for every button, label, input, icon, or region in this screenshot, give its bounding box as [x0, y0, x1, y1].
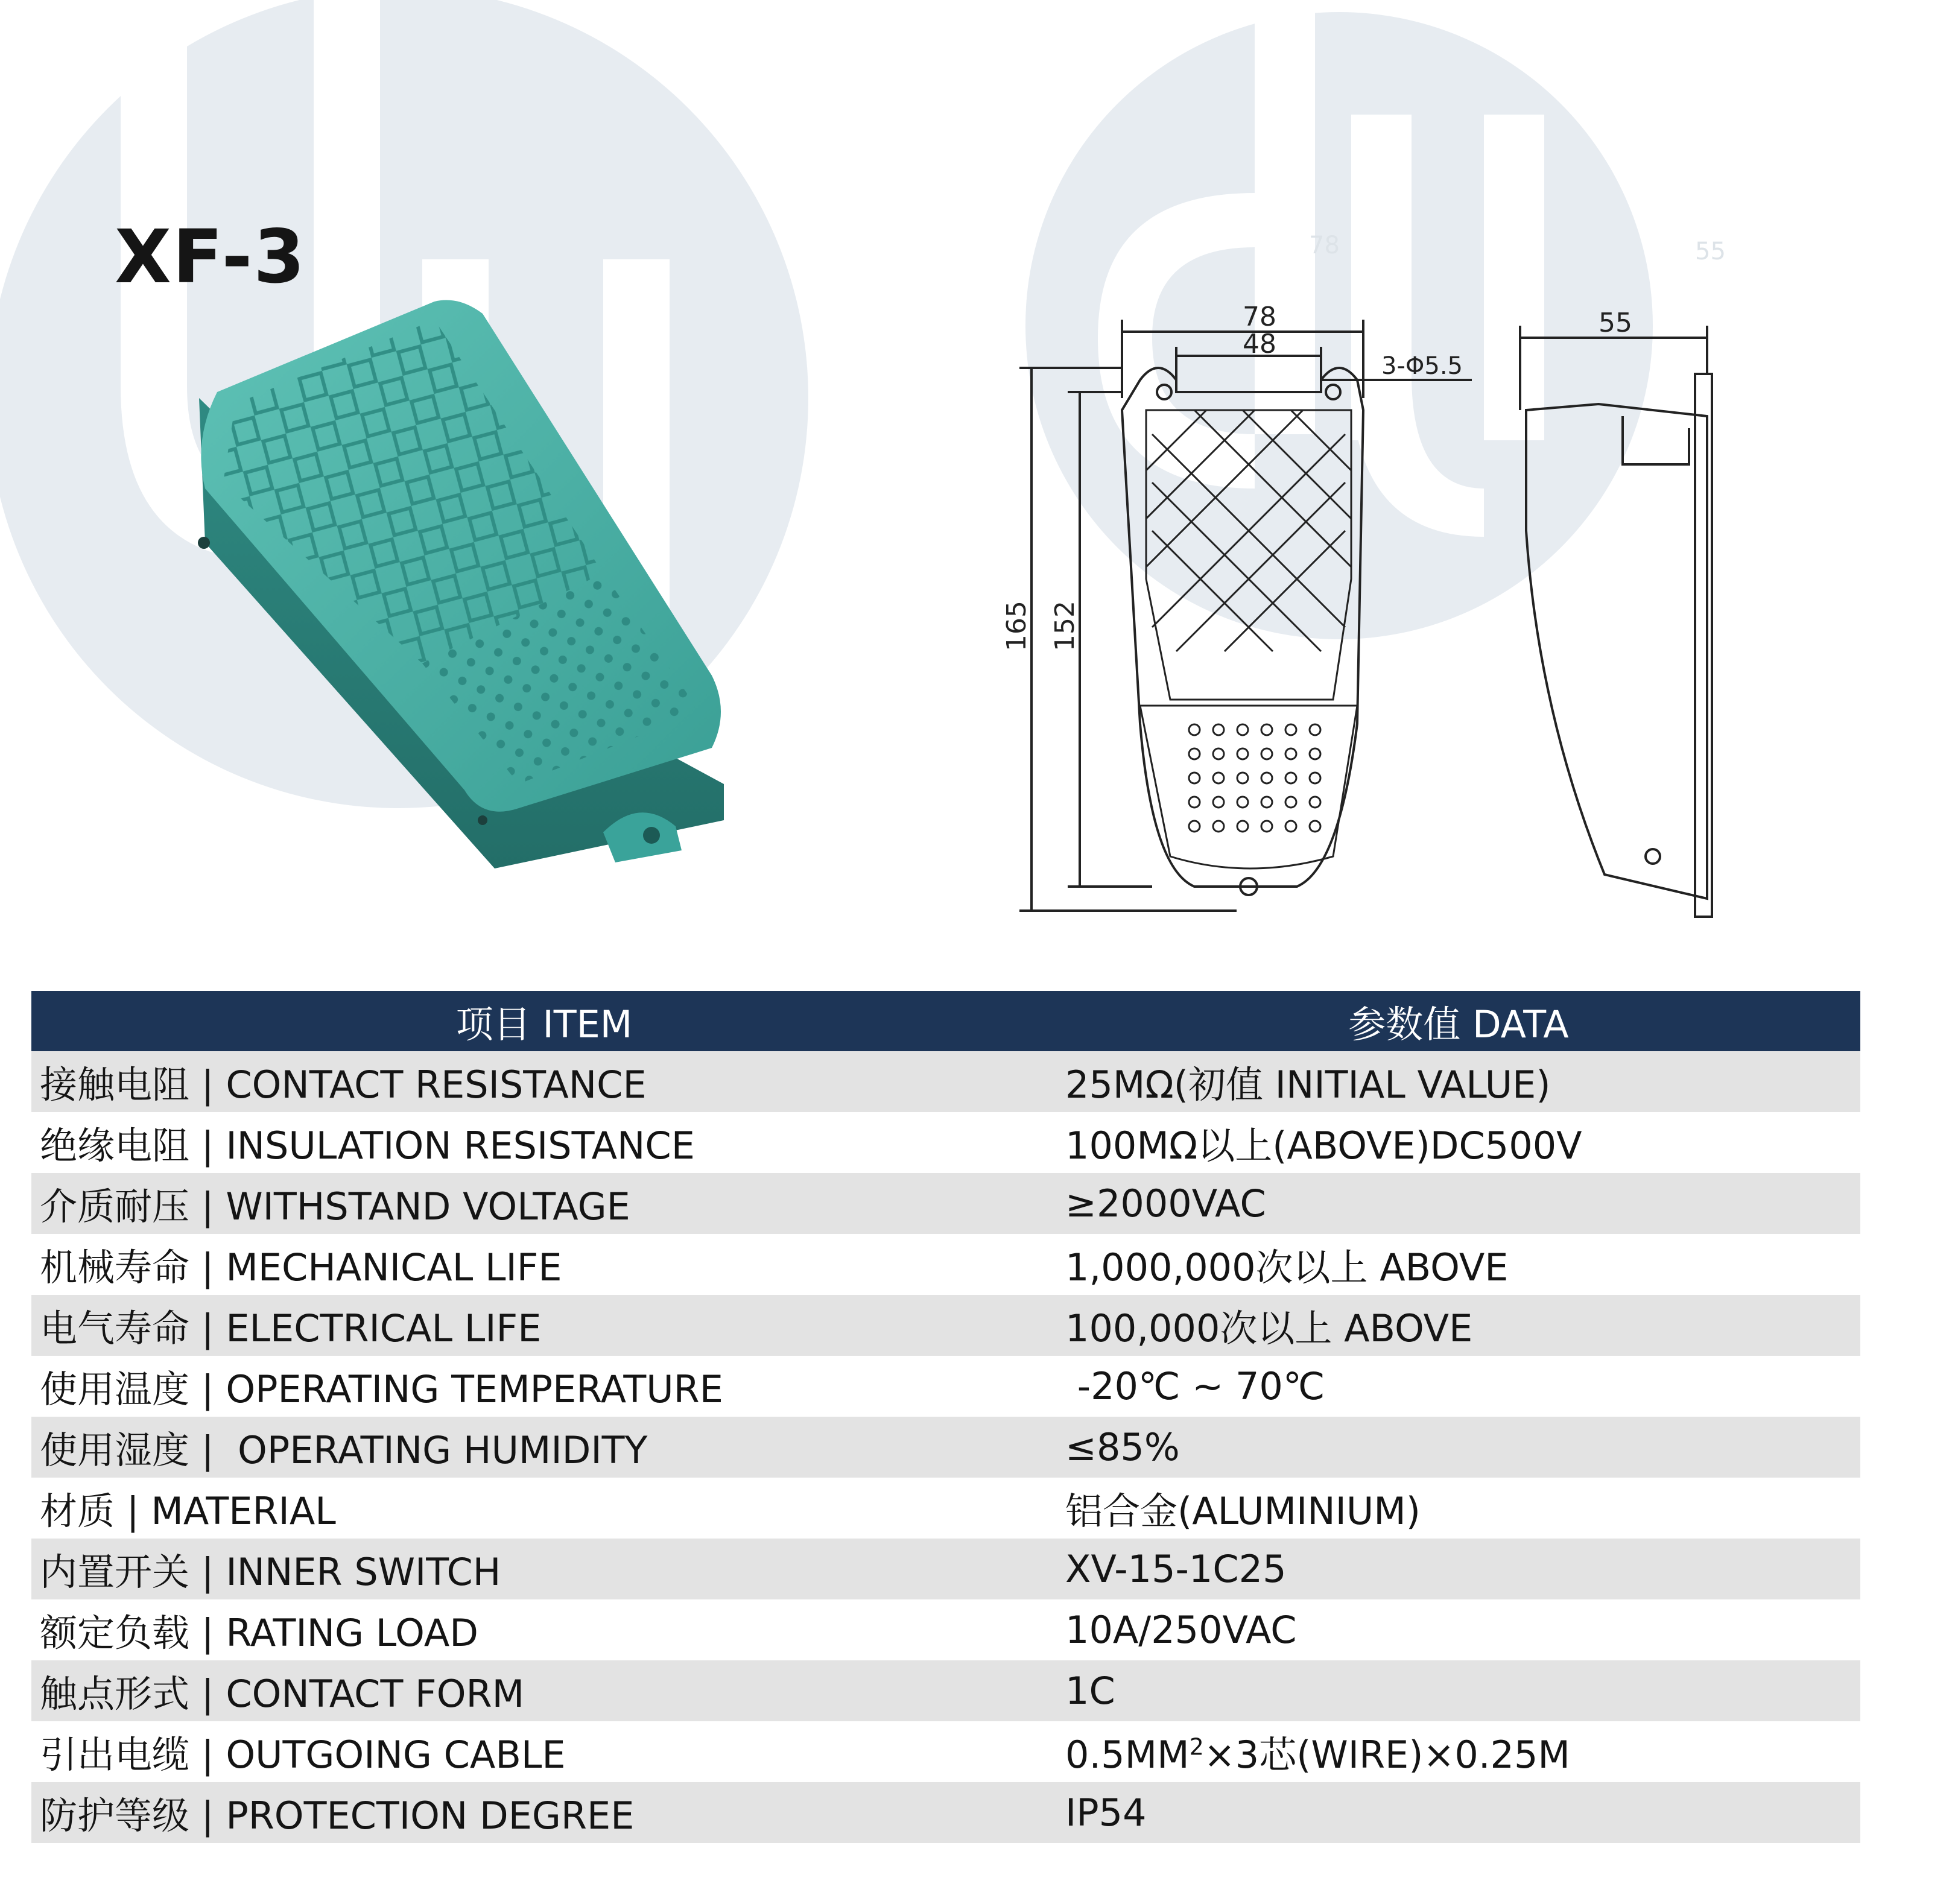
row-value: ≥2000VAC	[1057, 1173, 1860, 1234]
row-item: 内置开关 | INNER SWITCH	[31, 1539, 1057, 1599]
row-item: 使用湿度 | OPERATING HUMIDITY	[31, 1417, 1057, 1478]
row-item: 额定负载 | RATING LOAD	[31, 1599, 1057, 1660]
table-row	[31, 1356, 1860, 1417]
spec-table	[31, 991, 1860, 1843]
table-row	[31, 1051, 1860, 1112]
table-row	[31, 1234, 1860, 1295]
dim-height-outer: 165	[1001, 601, 1032, 651]
model-title: XF-3	[115, 214, 306, 300]
table-row	[31, 1539, 1860, 1599]
table-row	[31, 1112, 1860, 1173]
row-item: 介质耐压 | WITHSTAND VOLTAGE	[31, 1173, 1057, 1234]
table-row	[31, 1173, 1860, 1234]
table-row	[31, 1295, 1860, 1356]
dim-width-inner: 48	[1243, 329, 1276, 359]
row-value: IP54	[1057, 1782, 1860, 1843]
table-row	[31, 1660, 1860, 1721]
ghost-dim-55: 55	[1695, 238, 1726, 265]
row-item: 绝缘电阻 | INSULATION RESISTANCE	[31, 1112, 1057, 1173]
dim-width-outer: 78	[1243, 302, 1276, 332]
row-item: 材质 | MATERIAL	[31, 1478, 1057, 1539]
header-item: 项目 ITEM	[31, 991, 1057, 1051]
row-value: 1,000,000次以上 ABOVE	[1057, 1234, 1860, 1295]
table-header-row	[31, 991, 1860, 1051]
row-item: 电气寿命 | ELECTRICAL LIFE	[31, 1295, 1057, 1356]
header-data: 参数值 DATA	[1057, 991, 1860, 1051]
row-item: 接触电阻 | CONTACT RESISTANCE	[31, 1051, 1057, 1112]
table-row	[31, 1721, 1860, 1782]
row-value: 100MΩ以上(ABOVE)DC500V	[1057, 1112, 1860, 1173]
table-row	[31, 1417, 1860, 1478]
dim-side-depth: 55	[1599, 308, 1632, 338]
row-value: 铝合金(ALUMINIUM)	[1057, 1478, 1860, 1539]
row-value: 1C	[1057, 1660, 1860, 1721]
row-value: XV-15-1C25	[1057, 1539, 1860, 1599]
row-item: 防护等级 | PROTECTION DEGREE	[31, 1782, 1057, 1843]
ghost-dim-78: 78	[1309, 232, 1340, 259]
dim-height-inner: 152	[1050, 601, 1080, 651]
dim-hole: 3-Φ5.5	[1381, 352, 1463, 380]
table-row	[31, 1782, 1860, 1843]
row-item: 使用温度 | OPERATING TEMPERATURE	[31, 1356, 1057, 1417]
row-value: $0.5MM^2\times 3$芯(WIRE)×0.25M	[1057, 1721, 1860, 1782]
row-value: 10A/250VAC	[1057, 1599, 1860, 1660]
table-row	[31, 1599, 1860, 1660]
row-value: ≤85%	[1057, 1417, 1860, 1478]
foot-pedal-switch-photo	[181, 289, 754, 893]
row-item: 机械寿命 | MECHANICAL LIFE	[31, 1234, 1057, 1295]
dimension-drawing	[995, 232, 1840, 953]
row-value: -20℃ ~ 70℃	[1057, 1356, 1860, 1417]
row-value: 25MΩ(初值 INITIAL VALUE)	[1057, 1051, 1860, 1112]
row-item: 触点形式 | CONTACT FORM	[31, 1660, 1057, 1721]
row-value: 100,000次以上 ABOVE	[1057, 1295, 1860, 1356]
row-item: 引出电缆 | OUTGOING CABLE	[31, 1721, 1057, 1782]
table-row	[31, 1478, 1860, 1539]
